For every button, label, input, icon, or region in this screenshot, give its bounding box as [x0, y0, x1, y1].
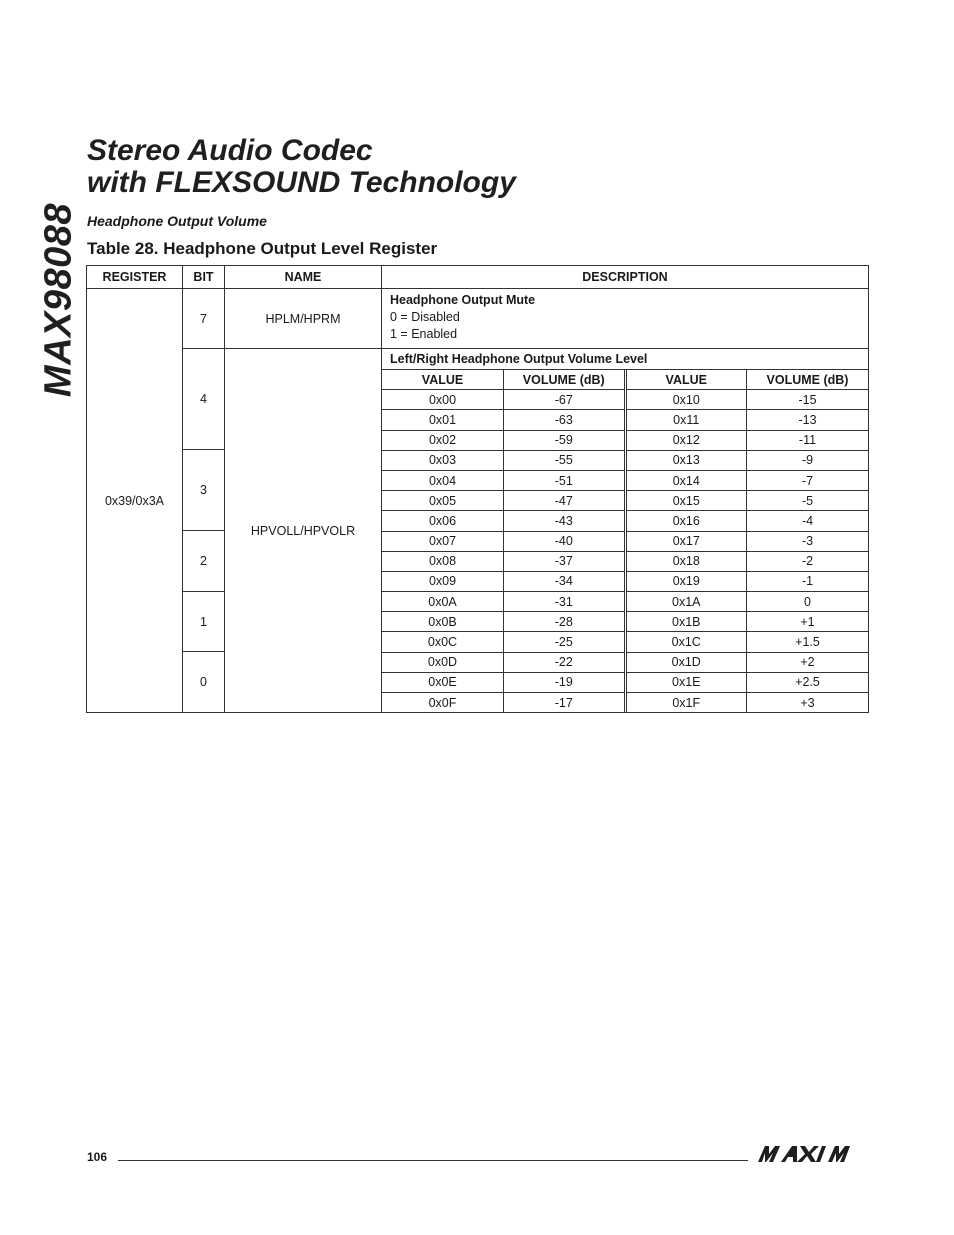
value-cell: 0x13	[625, 450, 747, 470]
volume-db-cell: -13	[747, 410, 869, 430]
bit-2-cell: 2	[183, 531, 225, 592]
mute-description-title: Headphone Output Mute	[390, 293, 536, 307]
mute-option-0: 0 = Disabled	[390, 310, 460, 324]
value-cell: 0x1B	[625, 612, 747, 632]
volume-db-cell: 0	[747, 592, 869, 612]
volume-db-cell: +2.5	[747, 672, 869, 692]
bit-4-cell: 4	[183, 349, 225, 450]
volume-level-table	[382, 370, 868, 712]
volume-db-cell: -17	[504, 693, 626, 713]
mute-option-1: 1 = Enabled	[390, 327, 458, 341]
volume-db-cell: -55	[504, 450, 626, 470]
value-cell: 0x05	[382, 491, 504, 511]
value-cell: 0x11	[625, 410, 747, 430]
volume-row	[382, 693, 868, 713]
volume-row	[382, 511, 868, 531]
volume-row	[382, 652, 868, 672]
value-cell: 0x0D	[382, 652, 504, 672]
volume-db-cell: -22	[504, 652, 626, 672]
volume-row	[382, 491, 868, 511]
volume-row	[382, 470, 868, 490]
document-title	[87, 135, 516, 199]
volume-row	[382, 612, 868, 632]
volume-name-cell: HPVOLL/HPVOLR	[225, 349, 382, 713]
volume-db-cell: -43	[504, 511, 626, 531]
value-cell: 0x15	[625, 491, 747, 511]
value-cell: 0x0F	[382, 693, 504, 713]
volume-description-title: Left/Right Headphone Output Volume Level	[382, 349, 868, 370]
register-address-cell: 0x39/0x3A	[87, 289, 183, 713]
volume-db-cell: -1	[747, 571, 869, 591]
bit-7-cell: 7	[183, 289, 225, 349]
value-cell: 0x0A	[382, 592, 504, 612]
value-cell: 0x09	[382, 571, 504, 591]
bit-3-cell: 3	[183, 450, 225, 531]
subheader-volume-2: VOLUME (dB)	[747, 370, 869, 390]
volume-row	[382, 551, 868, 571]
volume-db-cell: +1	[747, 612, 869, 632]
volume-db-cell: -2	[747, 551, 869, 571]
value-cell: 0x19	[625, 571, 747, 591]
mute-name-cell: HPLM/HPRM	[225, 289, 382, 349]
volume-db-cell: -28	[504, 612, 626, 632]
volume-db-cell: -67	[504, 390, 626, 410]
volume-db-cell: -3	[747, 531, 869, 551]
volume-db-cell: -40	[504, 531, 626, 551]
value-cell: 0x14	[625, 470, 747, 490]
subheader-value-1: VALUE	[382, 370, 504, 390]
volume-row	[382, 672, 868, 692]
volume-row	[382, 410, 868, 430]
value-cell: 0x1A	[625, 592, 747, 612]
volume-db-cell: +1.5	[747, 632, 869, 652]
volume-description-cell	[382, 349, 869, 713]
header-description: DESCRIPTION	[382, 266, 869, 289]
volume-db-cell: -37	[504, 551, 626, 571]
volume-db-cell: -59	[504, 430, 626, 450]
value-cell: 0x0C	[382, 632, 504, 652]
value-cell: 0x1E	[625, 672, 747, 692]
volume-db-cell: -63	[504, 410, 626, 430]
volume-row	[382, 531, 868, 551]
register-table	[86, 265, 869, 713]
volume-db-cell: -47	[504, 491, 626, 511]
page-number: 106	[87, 1150, 108, 1164]
volume-db-cell: +2	[747, 652, 869, 672]
bit-1-cell: 1	[183, 591, 225, 652]
header-register: REGISTER	[87, 266, 183, 289]
header-name: NAME	[225, 266, 382, 289]
volume-db-cell: -51	[504, 470, 626, 490]
volume-db-cell: -11	[747, 430, 869, 450]
value-cell: 0x02	[382, 430, 504, 450]
volume-row	[382, 592, 868, 612]
subheader-volume-1: VOLUME (dB)	[504, 370, 626, 390]
header-bit: BIT	[183, 266, 225, 289]
value-cell: 0x01	[382, 410, 504, 430]
title-line-1: Stereo Audio Codec	[87, 134, 373, 167]
value-cell: 0x1D	[625, 652, 747, 672]
value-cell: 0x10	[625, 390, 747, 410]
value-cell: 0x1F	[625, 693, 747, 713]
value-cell: 0x0E	[382, 672, 504, 692]
volume-row	[382, 571, 868, 591]
volume-db-cell: -19	[504, 672, 626, 692]
value-cell: 0x00	[382, 390, 504, 410]
value-cell: 0x1C	[625, 632, 747, 652]
value-cell: 0x06	[382, 511, 504, 531]
value-cell: 0x0B	[382, 612, 504, 632]
table-header-row	[87, 266, 869, 289]
volume-row	[382, 390, 868, 410]
volume-db-cell: -34	[504, 571, 626, 591]
volume-db-cell: -7	[747, 470, 869, 490]
volume-db-cell: -4	[747, 511, 869, 531]
table-title: Table 28. Headphone Output Level Register	[87, 239, 438, 258]
value-cell: 0x04	[382, 470, 504, 490]
volume-level-rows	[382, 390, 868, 713]
maxim-logo	[756, 1144, 868, 1164]
value-cell: 0x18	[625, 551, 747, 571]
value-cell: 0x16	[625, 511, 747, 531]
volume-db-cell: -9	[747, 450, 869, 470]
side-part-number	[36, 202, 82, 398]
subheader-value-2: VALUE	[625, 370, 747, 390]
value-cell: 0x12	[625, 430, 747, 450]
volume-db-cell: +3	[800, 695, 815, 710]
title-line-2: with FLEXSOUND Technology	[87, 166, 516, 199]
value-cell: 0x08	[382, 551, 504, 571]
value-cell: 0x03	[382, 450, 504, 470]
volume-db-cell: -25	[504, 632, 626, 652]
value-cell: 0x07	[382, 531, 504, 551]
mute-description-cell	[382, 289, 869, 349]
volume-db-cell: -5	[747, 491, 869, 511]
footer-divider	[118, 1160, 748, 1161]
volume-row	[382, 450, 868, 470]
table-row-bit-4	[87, 349, 869, 450]
volume-db-cell: -15	[747, 390, 869, 410]
bit-0-cell: 0	[183, 652, 225, 713]
part-number-text: MAX98088	[37, 202, 80, 398]
volume-row	[382, 632, 868, 652]
value-cell: 0x17	[625, 531, 747, 551]
volume-row	[382, 430, 868, 450]
volume-db-cell: -31	[504, 592, 626, 612]
table-row-mute	[87, 289, 869, 349]
section-subheading: Headphone Output Volume	[87, 213, 267, 229]
volume-subheader-row	[382, 370, 868, 390]
